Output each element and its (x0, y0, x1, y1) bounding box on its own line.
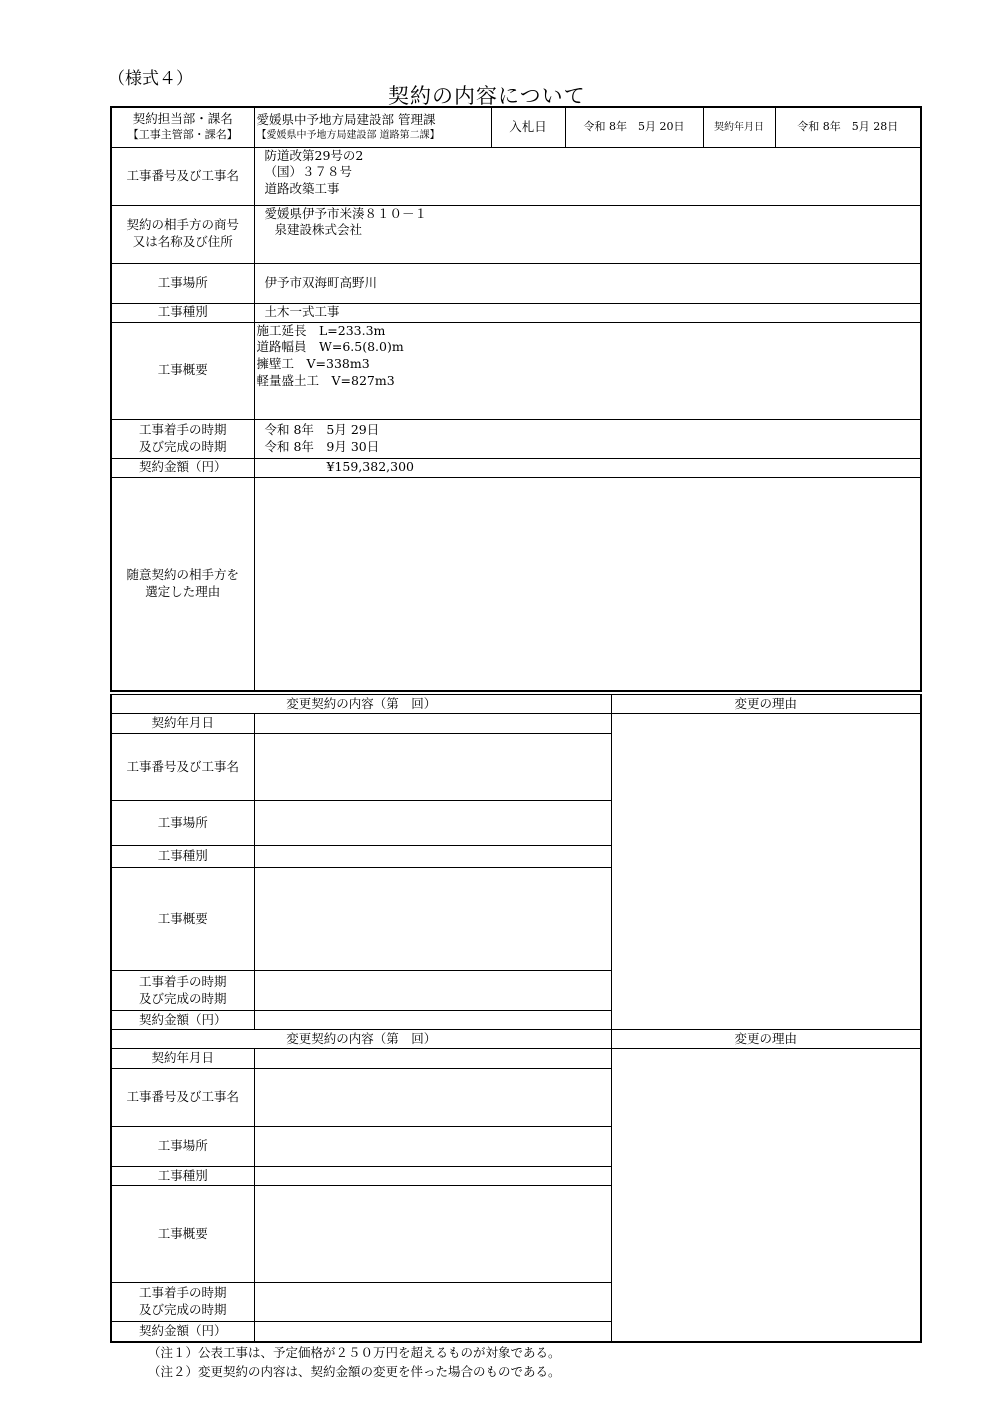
change-amount-label: 契約金額（円） (111, 1322, 254, 1342)
change-location-value (254, 1127, 611, 1167)
reason-label: 随意契約の相手方を 選定した理由 (111, 477, 254, 691)
note-2: （注２）変更契約の内容は、契約金額の変更を伴った場合のものである。 (148, 1364, 561, 1379)
form-number: （様式４） (108, 69, 193, 89)
change-location-label: 工事場所 (111, 801, 254, 846)
change-reason-value (611, 714, 921, 1030)
change-period-value (254, 971, 611, 1011)
change-reason-value (611, 1049, 921, 1342)
change-contract-date-value (254, 1049, 611, 1069)
change-period-value (254, 1283, 611, 1322)
change-work-no-name-value (254, 734, 611, 801)
change-summary-value (254, 1186, 611, 1283)
change-header: 変更契約の内容（第 回） (111, 695, 611, 714)
partner-label: 契約の相手方の商号 又は名称及び住所 (111, 205, 254, 263)
document-title: 契約の内容について (388, 84, 586, 108)
change-summary-value (254, 868, 611, 971)
footnotes (148, 1343, 561, 1381)
change-summary-label: 工事概要 (111, 868, 254, 971)
bid-date-label: 入札日 (491, 107, 565, 147)
contract-date-value: 令和 8年 5月 28日 (775, 107, 921, 147)
change-amount-value (254, 1011, 611, 1030)
change-amount-label: 契約金額（円） (111, 1011, 254, 1030)
type-label: 工事種別 (111, 303, 254, 322)
work-no-name-value: 防道改第29号の2 （国）３７８号 道路改築工事 (254, 147, 921, 205)
change-work-no-name-label: 工事番号及び工事名 (111, 1069, 254, 1127)
change-header: 変更契約の内容（第 回） (111, 1030, 611, 1049)
change-type-label: 工事種別 (111, 846, 254, 868)
summary-value: 施工延長 L=233.3m 道路幅員 W=6.5(8.0)m 擁壁工 V=338m3 軽量盛土工 V=827m3 (254, 322, 921, 419)
dept-label: 契約担当部・課名 【工事主管部・課名】 (111, 107, 254, 147)
change-contract-date-label: 契約年月日 (111, 714, 254, 734)
change-location-value (254, 801, 611, 846)
work-no-name-label: 工事番号及び工事名 (111, 147, 254, 205)
period-value: 令和 8年 5月 29日 令和 8年 9月 30日 (254, 419, 921, 458)
change-type-value (254, 1167, 611, 1186)
change-work-no-name-value (254, 1069, 611, 1127)
partner-value: 愛媛県伊予市米湊８１０－１ 泉建設株式会社 (254, 205, 921, 263)
summary-label: 工事概要 (111, 322, 254, 419)
change-contract-table-2 (110, 1029, 922, 1343)
location-value: 伊予市双海町高野川 (254, 263, 921, 303)
amount-value: ¥159,382,300 (254, 458, 921, 477)
change-contract-table-1 (110, 694, 922, 1030)
reason-value (254, 477, 921, 691)
change-type-value (254, 846, 611, 868)
change-amount-value (254, 1322, 611, 1342)
change-reason-header: 変更の理由 (611, 1030, 921, 1049)
change-period-label: 工事着手の時期 及び完成の時期 (111, 1283, 254, 1322)
bid-date-value: 令和 8年 5月 20日 (565, 107, 703, 147)
location-label: 工事場所 (111, 263, 254, 303)
change-type-label: 工事種別 (111, 1167, 254, 1186)
type-value: 土木一式工事 (254, 303, 921, 322)
contract-table (110, 106, 922, 692)
period-label: 工事着手の時期 及び完成の時期 (111, 419, 254, 458)
contract-date-label: 契約年月日 (703, 107, 775, 147)
dept-value: 愛媛県中予地方局建設部 管理課 【愛媛県中予地方局建設部 道路第二課】 (254, 107, 491, 147)
amount-label: 契約金額（円） (111, 458, 254, 477)
change-location-label: 工事場所 (111, 1127, 254, 1167)
note-1: （注１）公表工事は、予定価格が２５０万円を超えるものが対象である。 (148, 1345, 561, 1360)
change-reason-header: 変更の理由 (611, 695, 921, 714)
change-contract-date-value (254, 714, 611, 734)
change-contract-date-label: 契約年月日 (111, 1049, 254, 1069)
change-summary-label: 工事概要 (111, 1186, 254, 1283)
change-work-no-name-label: 工事番号及び工事名 (111, 734, 254, 801)
change-period-label: 工事着手の時期 及び完成の時期 (111, 971, 254, 1011)
